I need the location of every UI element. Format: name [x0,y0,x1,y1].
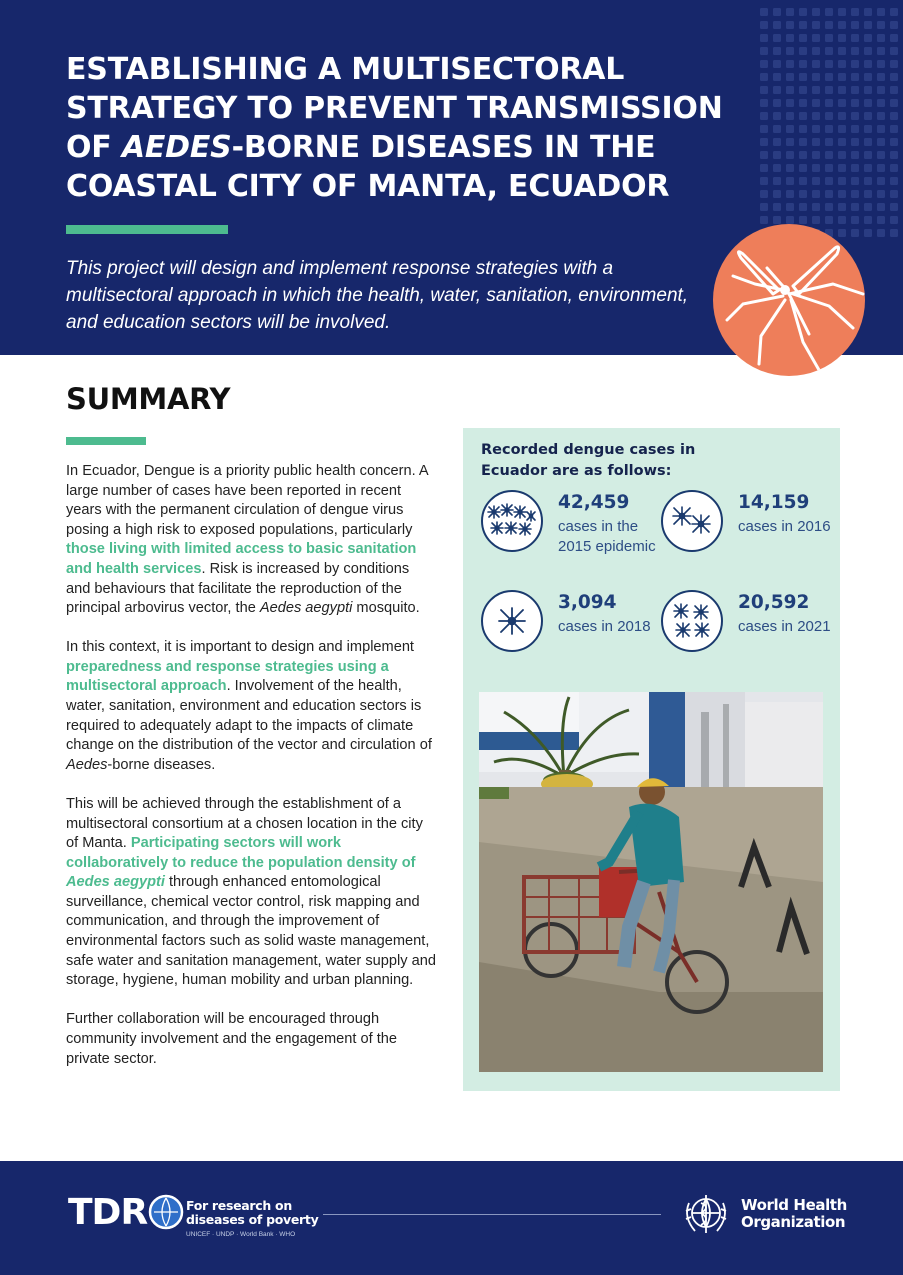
tdr-tagline [186,1199,318,1227]
two-mosquitoes-icon [661,490,723,552]
globe-icon [148,1194,184,1230]
p3-highlight-species: Aedes aegypti [66,874,165,891]
man-riding-cargo-tricycle-photo [479,692,823,1072]
p1-highlight: those living with limited access to basic sanitation and health services [66,541,417,577]
dot-grid-decoration [758,6,903,238]
stat-2015-value: 42,459 [558,492,630,513]
tdr-partners: UNICEF · UNDP · World Bank · WHO [186,1231,296,1238]
intro-text: This project will design and implement response strategies with a multisectoral approach in which the health, water, sanitation, environment, and education sectors will be involved. [66,258,689,333]
four-mosquitoes-icon [661,590,723,652]
who-emblem-icon [681,1189,731,1239]
title-line-2: STRATEGY TO PREVENT TRANSMISSION [66,91,723,126]
stats-heading: Recorded dengue cases in Ecuador are as follows: [481,442,696,479]
title-line-3 [66,128,766,167]
summary-paragraph-3 [66,795,436,991]
stat-2018-value: 3,094 [558,592,617,613]
who-name-line-1: World Health [741,1196,847,1214]
p1-text-c: mosquito. [352,600,420,617]
mosquito-icon [713,224,865,376]
title-line-4: COASTAL CITY OF MANTA, ECUADOR [66,169,670,204]
tdr-logo-text: TDR [68,1192,148,1233]
p2-text-b: . Involvement of the health, water, sanitation, environment and education sectors is required to adequately adapt to the impacts of climate change on the distribution of the vector and circulation of [66,678,432,754]
page-title [66,50,766,206]
stat-2021-label: cases in 2021 [738,618,831,635]
stat-2015-label: cases in the 2015 epidemic [558,518,656,555]
summary-body [66,462,436,1089]
title-line-3-suffix: -BORNE DISEASES IN THE [231,130,656,165]
summary-accent-rule [66,437,146,445]
summary-paragraph-4: Further collaboration will be encouraged through community involvement and the engagement of the private sector. [66,1011,397,1067]
p1-text-a: In Ecuador, Dengue is a priority public health concern. A large number of cases have been reported in recent years with the permanent circulation of dengue virus posing a high risk to exposed populations, particularly [66,463,428,538]
p3-text-a: This will be achieved through the establishment of a multisectoral consortium at a chosen location in the city of Manta. [66,795,423,852]
stat-2021-value: 20,592 [738,592,810,613]
title-line-3-italic: AEDES [121,130,232,165]
p3-highlight: Participating sectors will work collaboratively to reduce the population density of [66,835,416,871]
mosquito-icon [481,590,543,652]
p2-text-c: -borne diseases. [107,756,216,773]
p3-text-b: through enhanced entomological surveillance, chemical vector control, risk mapping and communication, and through the improvement of environmental factors such as solid waste management, safe water and sanitation management, water supply and storage, hygiene, human mobility and urban planning. [66,874,436,989]
footer-divider [323,1214,661,1215]
stat-2016-value: 14,159 [738,492,810,513]
p1-species: Aedes aegypti [259,600,353,617]
who-name [741,1197,847,1231]
p2-genus: Aedes [66,756,108,773]
p2-text-a: In this context, it is important to design and implement [66,639,414,656]
tdr-tagline-line-2: diseases of poverty [186,1212,319,1227]
title-line-3-prefix: OF [66,130,122,165]
stat-2016-label: cases in 2016 [738,518,831,535]
who-name-line-2: Organization [741,1213,846,1231]
p1-text-b: . Risk is increased by conditions and behaviours that facilitate the reproduction of the principal arbovirus vector, the [66,560,410,617]
footer-bar [0,1161,903,1275]
summary-paragraph-1 [66,462,436,619]
stat-2018-label: cases in 2018 [558,618,651,635]
p2-highlight: preparedness and response strategies using a multisectoral approach [66,658,389,695]
title-line-1: ESTABLISHING A MULTISECTORAL [66,52,625,87]
title-accent-rule [66,225,228,234]
mosquito-swarm-icon [481,490,543,552]
summary-paragraph-2 [66,638,436,775]
summary-heading: SUMMARY [66,382,231,416]
tdr-tagline-line-1: For research on [186,1198,292,1213]
